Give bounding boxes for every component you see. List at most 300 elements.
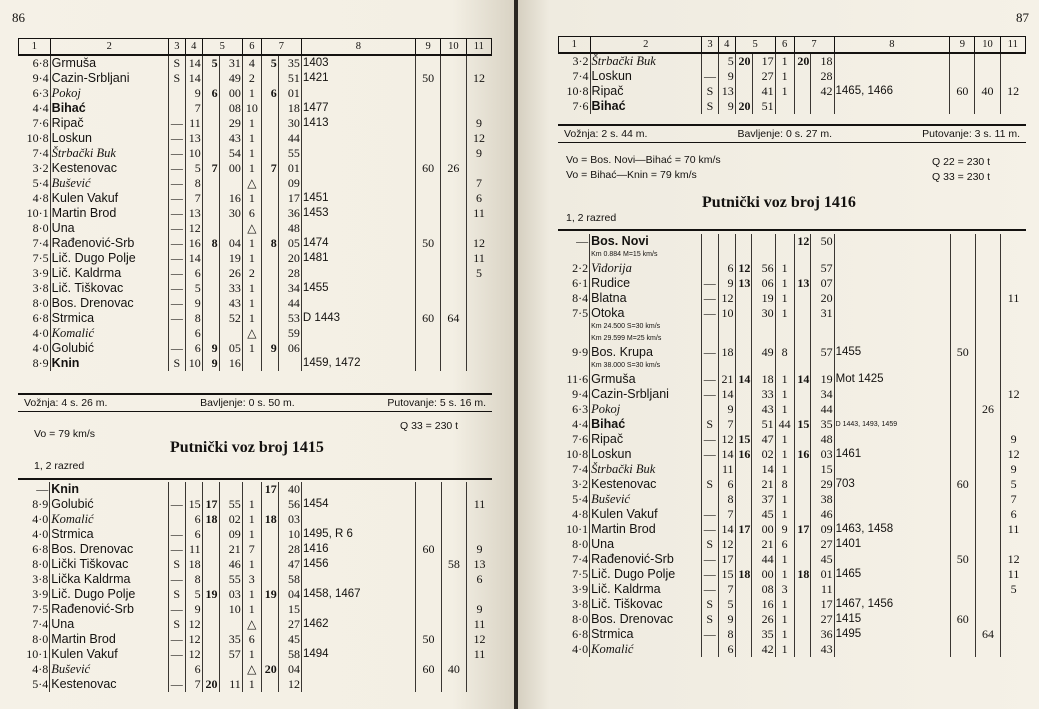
cell-speed-c — [467, 662, 492, 677]
cell-station: Rađenović-Srb — [50, 602, 169, 617]
cell-speed-c: 9 — [467, 542, 492, 557]
cell-connections — [834, 432, 950, 447]
table-row — [18, 602, 492, 617]
cell-connections: D 1443 — [301, 311, 415, 326]
cell-arr-min — [752, 321, 775, 333]
cell-speed-c: 9 — [466, 116, 491, 131]
cell-speed-a — [950, 492, 975, 507]
cell-run-min: 11 — [718, 462, 735, 477]
cell-dwell: 1 — [242, 341, 261, 356]
cell-speed-a — [950, 333, 975, 345]
cell-speed-b — [975, 597, 1000, 612]
cell-speed-a — [415, 55, 440, 71]
table-row — [558, 261, 1026, 276]
cell-dep-min: 17 — [278, 191, 301, 206]
cell-arr-min: 35 — [752, 627, 775, 642]
cell-dep-min: 19 — [811, 372, 834, 387]
cell-dwell: 8 — [775, 477, 794, 492]
cell-stop-type: S — [701, 417, 718, 432]
cell-connections — [834, 291, 950, 306]
cell-connections: 1413 — [301, 116, 415, 131]
cell-speed-b — [975, 582, 1000, 597]
cell-speed-a — [950, 597, 975, 612]
cell-station: Bos. Drenovac — [590, 612, 702, 627]
cell-speed-b — [975, 261, 1000, 276]
cell-dep-min — [811, 249, 834, 261]
cell-speed-b — [441, 512, 466, 527]
cell-dep-min: 04 — [278, 662, 301, 677]
cell-speed-c: 5 — [1001, 477, 1026, 492]
cell-dep-min: 35 — [278, 55, 301, 71]
cell-speed-c — [466, 101, 491, 116]
cell-dep-hour — [794, 321, 811, 333]
table-row — [18, 482, 492, 497]
cell-connections: D 1443, 1493, 1459 — [834, 417, 950, 432]
cell-connections — [834, 306, 950, 321]
cell-speed-b — [441, 497, 466, 512]
cell-dep-hour — [261, 296, 278, 311]
cell-run-min: 11 — [185, 116, 202, 131]
cell-station: Bušević — [590, 492, 702, 507]
cell-dep-hour — [261, 557, 278, 572]
cell-dwell: 1 — [242, 146, 261, 161]
table-row — [559, 84, 1026, 99]
cell-stop-type: — — [168, 236, 185, 251]
cell-arr-hour — [202, 482, 219, 497]
cell-dep-hour — [794, 462, 811, 477]
cell-km: 7·4 — [32, 146, 49, 160]
cell-run-min — [718, 333, 735, 345]
cell-run-min: 5 — [185, 281, 202, 296]
cell-speed-c: 12 — [466, 71, 491, 86]
cell-km: 4·8 — [32, 191, 49, 205]
cell-stop-type: S — [701, 477, 718, 492]
cell-km: 7·4 — [572, 69, 589, 83]
cell-dwell — [775, 333, 794, 345]
cell-arr-hour — [735, 249, 752, 261]
cell-dep-hour — [794, 261, 811, 276]
cell-run-min: 9 — [718, 99, 735, 114]
cell-arr-hour — [202, 206, 219, 221]
cell-arr-min: 00 — [752, 567, 775, 582]
cell-arr-hour: 20 — [735, 99, 752, 114]
cell-connections — [301, 131, 415, 146]
cell-dep-min: 30 — [278, 116, 301, 131]
cell-station: Strmica — [590, 627, 702, 642]
cell-km: 7·5 — [572, 306, 589, 320]
cell-arr-min: 19 — [219, 251, 242, 266]
cell-speed-c — [1001, 537, 1026, 552]
cell-connections: 1495 — [834, 627, 950, 642]
cell-speed-c — [467, 482, 492, 497]
cell-speed-c: 11 — [1001, 567, 1026, 582]
cell-speed-b — [975, 432, 1000, 447]
cell-stop-type: — — [168, 146, 185, 161]
cell-dwell — [775, 99, 794, 114]
cell-run-min: 14 — [718, 447, 735, 462]
cell-dep-hour — [261, 632, 278, 647]
cell-dep-hour — [794, 333, 811, 345]
cell-arr-hour — [202, 221, 219, 236]
cell-speed-b — [441, 251, 466, 266]
cell-speed-c: 11 — [467, 617, 492, 632]
cell-connections — [301, 602, 415, 617]
cell-arr-min — [219, 662, 242, 677]
cell-arr-min: 55 — [219, 572, 242, 587]
train-title: Putnički voz broj 1416 — [702, 194, 856, 211]
cell-arr-hour — [735, 477, 752, 492]
cell-speed-b — [975, 345, 1000, 360]
cell-dep-hour — [261, 281, 278, 296]
cell-station: Bihać — [590, 417, 702, 432]
cell-speed-a — [950, 582, 975, 597]
cell-station: Rudice — [590, 276, 702, 291]
cell-dwell: 6 — [242, 206, 261, 221]
cell-speed-a — [416, 497, 441, 512]
cell-km: 7·6 — [572, 99, 589, 113]
cell-stop-type — [701, 234, 718, 249]
cell-connections — [834, 462, 950, 477]
cell-arr-hour — [735, 462, 752, 477]
speed-info-1: Vo = Bos. Novi—Bihać = 70 km/s — [566, 154, 721, 166]
cell-speed-b — [441, 341, 466, 356]
cell-station: Una — [50, 221, 168, 236]
cell-connections — [834, 582, 950, 597]
cell-connections: 1403 — [301, 55, 415, 71]
cell-dep-hour: 20 — [794, 53, 811, 69]
cell-station: Bušević — [50, 662, 169, 677]
cell-speed-a: 50 — [416, 632, 441, 647]
cell-km: 10·1 — [26, 206, 49, 220]
table-row — [19, 356, 492, 371]
load-info-2: Q 33 = 230 t — [932, 171, 991, 183]
cell-dep-min: 09 — [811, 522, 834, 537]
cell-dep-min: 48 — [811, 432, 834, 447]
cell-speed-a — [415, 116, 440, 131]
cell-run-min: 13 — [185, 131, 202, 146]
cell-dep-min: 12 — [278, 677, 301, 692]
cell-speed-a: 60 — [950, 612, 975, 627]
cell-arr-min: 06 — [752, 276, 775, 291]
cell-connections — [301, 326, 415, 341]
cell-speed-b — [441, 236, 466, 251]
cell-km: 3·9 — [32, 587, 49, 601]
speed-change-row — [558, 249, 1026, 261]
cell-run-min: 17 — [718, 552, 735, 567]
cell-dwell: 7 — [242, 542, 261, 557]
cell-speed-c — [1001, 249, 1026, 261]
cell-arr-min: 51 — [752, 99, 775, 114]
cell-arr-hour — [202, 542, 219, 557]
cell-speed-b — [975, 507, 1000, 522]
table-row — [19, 341, 492, 356]
cell-connections: 1416 — [301, 542, 415, 557]
cell-arr-min: 05 — [219, 341, 242, 356]
cell-connections — [301, 632, 415, 647]
cell-run-min: 16 — [185, 236, 202, 251]
cell-speed-b — [441, 55, 466, 71]
cell-run-min: 14 — [185, 55, 202, 71]
cell-dep-min: 43 — [811, 642, 834, 657]
travel-time: Vožnja: 4 s. 26 m. — [24, 397, 108, 409]
cell-dep-min: 58 — [278, 572, 301, 587]
cell-speed-a — [950, 372, 975, 387]
cell-station: Otoka — [590, 306, 702, 321]
cell-station: Kestenovac — [50, 161, 168, 176]
column-header-1: 1 — [559, 37, 591, 54]
cell-speed-a — [416, 677, 441, 692]
cell-arr-hour — [202, 311, 219, 326]
cell-arr-hour — [202, 632, 219, 647]
cell-dep-hour: 6 — [261, 86, 278, 101]
cell-connections: 1463, 1458 — [834, 522, 950, 537]
table-row — [558, 345, 1026, 360]
cell-connections: 1462 — [301, 617, 415, 632]
table-row — [19, 281, 492, 296]
cell-arr-hour: 7 — [202, 161, 219, 176]
summary-row — [18, 393, 492, 412]
cell-speed-b — [975, 360, 1000, 372]
cell-km: 10·8 — [26, 131, 49, 145]
cell-run-min: 9 — [718, 276, 735, 291]
cell-run-min: 14 — [718, 387, 735, 402]
cell-speed-c: 5 — [1001, 582, 1026, 597]
cell-speed-c: 12 — [1001, 552, 1026, 567]
cell-km: 7·5 — [32, 602, 49, 616]
cell-arr-min: 16 — [752, 597, 775, 612]
table-row — [558, 537, 1026, 552]
cell-stop-type — [701, 462, 718, 477]
cell-run-min: 6 — [185, 266, 202, 281]
cell-speed-a — [416, 617, 441, 632]
cell-arr-hour — [202, 281, 219, 296]
cell-speed-b: 58 — [441, 557, 466, 572]
cell-speed-c: 5 — [466, 266, 491, 281]
cell-dep-hour — [794, 360, 811, 372]
cell-speed-b: 26 — [441, 161, 466, 176]
cell-stop-type: S — [168, 587, 185, 602]
column-header-6: 6 — [242, 39, 261, 56]
cell-arr-hour — [735, 321, 752, 333]
cell-dwell — [775, 234, 794, 249]
cell-run-min: 13 — [185, 206, 202, 221]
cell-dwell: 1 — [775, 567, 794, 582]
column-header-11: 11 — [1000, 37, 1025, 54]
cell-station: Blatna — [590, 291, 702, 306]
cell-dwell: 1 — [242, 512, 261, 527]
table-row — [18, 632, 492, 647]
column-header-row — [19, 39, 492, 56]
cell-dep-min: 27 — [278, 617, 301, 632]
timetable-1414-continued — [18, 38, 492, 371]
cell-speed-c: 11 — [466, 206, 491, 221]
cell-speed-a: 50 — [950, 552, 975, 567]
cell-connections — [834, 53, 950, 69]
cell-dwell: △ — [242, 221, 261, 236]
cell-dep-hour — [261, 497, 278, 512]
cell-arr-min — [219, 176, 242, 191]
table-row — [18, 647, 492, 662]
cell-speed-a — [950, 417, 975, 432]
cell-connections: 1421 — [301, 71, 415, 86]
cell-station: Martin Brod — [50, 206, 168, 221]
cell-station: Lič. Dugo Polje — [590, 567, 702, 582]
cell-speed-c — [466, 341, 491, 356]
cell-speed-c — [1001, 333, 1026, 345]
cell-arr-min: 02 — [752, 447, 775, 462]
cell-km: 4·0 — [572, 642, 589, 656]
cell-speed-c — [1001, 261, 1026, 276]
cell-arr-hour — [735, 552, 752, 567]
cell-arr-min: 21 — [219, 542, 242, 557]
cell-station: Ripač — [590, 84, 701, 99]
cell-station: Martin Brod — [590, 522, 702, 537]
cell-arr-min: 45 — [752, 507, 775, 522]
cell-station: Rađenović-Srb — [590, 552, 702, 567]
cell-dep-min: 59 — [278, 326, 301, 341]
cell-dep-min — [811, 333, 834, 345]
cell-dwell: 1 — [775, 291, 794, 306]
cell-speed-b — [975, 567, 1000, 582]
cell-arr-hour — [735, 291, 752, 306]
cell-speed-a — [950, 234, 975, 249]
cell-stop-type: — — [168, 251, 185, 266]
cell-speed-c — [1001, 276, 1026, 291]
timetable-1415 — [18, 482, 492, 692]
cell-speed-a — [415, 206, 440, 221]
table-row — [19, 131, 492, 146]
cell-station: Kulen Vakuf — [50, 191, 168, 206]
cell-dep-min: 17 — [811, 597, 834, 612]
cell-run-min: 6 — [185, 662, 202, 677]
cell-arr-hour — [735, 417, 752, 432]
cell-speed-b — [975, 291, 1000, 306]
cell-speed-a: 60 — [415, 311, 440, 326]
cell-speed-a — [950, 291, 975, 306]
cell-stop-type: — — [702, 69, 719, 84]
cell-stop-type — [701, 261, 718, 276]
table-row — [558, 522, 1026, 537]
cell-stop-type: S — [168, 55, 185, 71]
cell-speed-a — [950, 69, 975, 84]
cell-speed-a — [415, 281, 440, 296]
cell-dep-hour — [261, 602, 278, 617]
cell-speed-b — [975, 477, 1000, 492]
cell-dep-hour: 17 — [261, 482, 278, 497]
cell-km: 10·8 — [566, 84, 589, 98]
cell-dep-min: 45 — [278, 632, 301, 647]
cell-speed-c — [1000, 53, 1025, 69]
train-title: Putnički voz broj 1415 — [170, 439, 324, 456]
cell-connections: 1456 — [301, 557, 415, 572]
cell-connections: 1458, 1467 — [301, 587, 415, 602]
cell-speed-b — [441, 647, 466, 662]
speed-change-row — [558, 360, 1026, 372]
cell-arr-min: 19 — [752, 291, 775, 306]
cell-km: 11·6 — [566, 372, 589, 386]
cell-stop-type: — — [168, 602, 185, 617]
cell-dep-hour — [794, 84, 811, 99]
cell-arr-min: 08 — [219, 101, 242, 116]
cell-km: 9·4 — [32, 71, 49, 85]
cell-dep-hour — [794, 99, 811, 114]
cell-run-min: 7 — [718, 582, 735, 597]
cell-dep-hour: 15 — [794, 417, 811, 432]
cell-dep-min: 57 — [811, 345, 834, 360]
cell-connections: 1415 — [834, 612, 950, 627]
cell-arr-min — [752, 249, 775, 261]
cell-speed-a — [950, 276, 975, 291]
cell-dep-hour: 8 — [261, 236, 278, 251]
cell-arr-min: 55 — [219, 497, 242, 512]
cell-arr-hour — [735, 537, 752, 552]
cell-km — [558, 321, 590, 333]
travel-time: Vožnja: 2 s. 44 m. — [564, 128, 648, 140]
cell-station: Rađenović-Srb — [50, 236, 168, 251]
cell-arr-hour — [202, 101, 219, 116]
cell-arr-min: 41 — [752, 84, 775, 99]
cell-station: Una — [50, 617, 169, 632]
cell-arr-hour: 12 — [735, 261, 752, 276]
cell-km: 4·0 — [32, 341, 49, 355]
cell-dep-min: 15 — [811, 462, 834, 477]
cell-speed-c: 12 — [467, 632, 492, 647]
column-header-row — [559, 37, 1026, 54]
cell-speed-a — [415, 296, 440, 311]
cell-dep-min: 15 — [278, 602, 301, 617]
cell-station: Kulen Vakuf — [590, 507, 702, 522]
cell-run-min: 5 — [185, 161, 202, 176]
cell-speed-a — [415, 341, 440, 356]
cell-dwell: △ — [242, 662, 261, 677]
cell-arr-hour: 17 — [735, 522, 752, 537]
cell-dwell: 1 — [775, 402, 794, 417]
cell-arr-min — [752, 360, 775, 372]
cell-speed-b — [441, 296, 466, 311]
cell-arr-hour — [202, 617, 219, 632]
cell-run-min: 10 — [718, 306, 735, 321]
cell-station: Vidorija — [590, 261, 702, 276]
cell-arr-min: 26 — [752, 612, 775, 627]
cell-speed-a — [415, 101, 440, 116]
cell-arr-min — [219, 221, 242, 236]
cell-dep-min: 47 — [278, 557, 301, 572]
cell-stop-type — [701, 333, 718, 345]
cell-dwell: 1 — [775, 432, 794, 447]
cell-km: 6·3 — [572, 402, 589, 416]
cell-km: 8·0 — [32, 296, 49, 310]
cell-arr-hour — [202, 572, 219, 587]
cell-speed-b — [975, 612, 1000, 627]
cell-run-min: 6 — [185, 341, 202, 356]
cell-connections — [834, 234, 950, 249]
cell-speed-a: 60 — [415, 161, 440, 176]
cell-connections: 1454 — [301, 497, 415, 512]
cell-dep-min: 11 — [811, 582, 834, 597]
cell-station: Lič. Dugo Polje — [50, 587, 169, 602]
cell-speed-b — [441, 587, 466, 602]
cell-stop-type: S — [702, 99, 719, 114]
cell-speed-c: 7 — [466, 176, 491, 191]
cell-arr-hour: 9 — [202, 341, 219, 356]
cell-speed-c: 12 — [1001, 447, 1026, 462]
cell-run-min: 9 — [185, 296, 202, 311]
cell-stop-type — [168, 101, 185, 116]
cell-station: Kulen Vakuf — [50, 647, 169, 662]
column-header-2: 2 — [50, 39, 168, 56]
cell-dep-hour — [794, 306, 811, 321]
cell-stop-type — [168, 662, 185, 677]
